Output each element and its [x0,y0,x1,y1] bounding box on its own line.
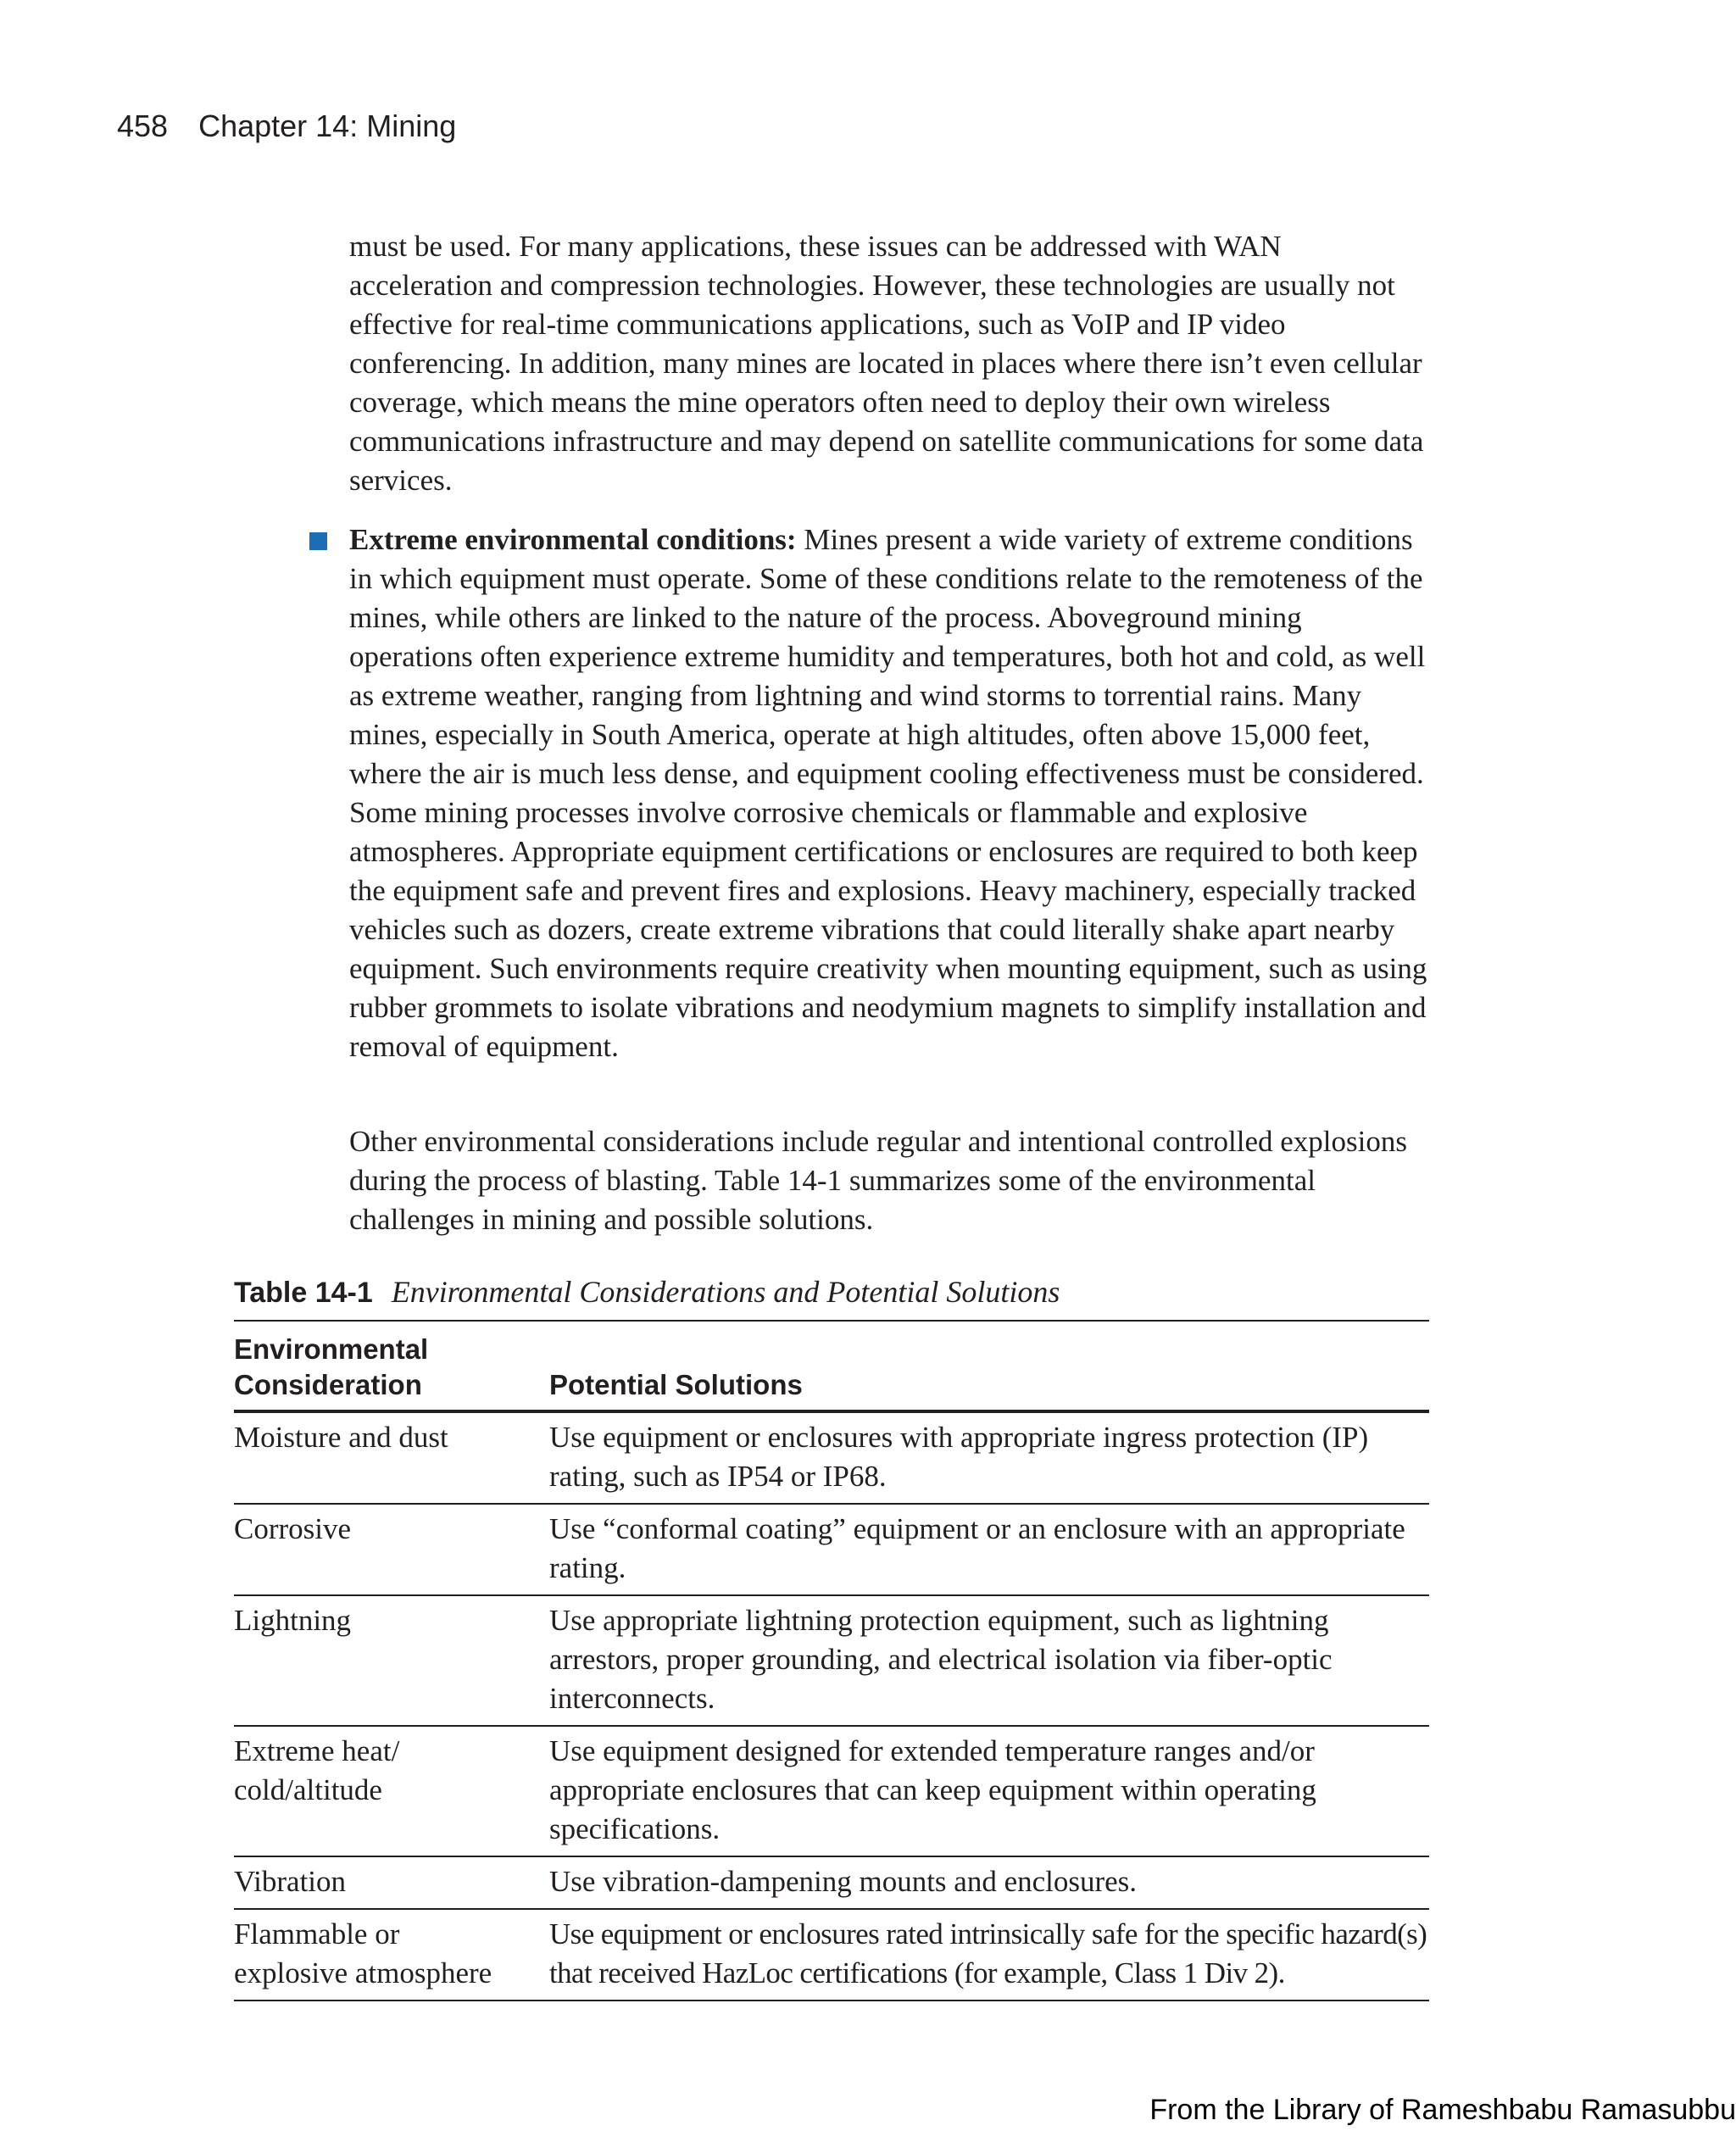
row-solution: Use vibration-dampening mounts and enclosures. [549,1865,1138,1898]
table-title: Environmental Considerations and Potential Solutions [391,1275,1060,1309]
table-caption [234,1274,1429,1310]
table-row [234,1910,1429,2001]
library-watermark: From the Library of Rameshbabu Ramasubbu [1149,2094,1736,2126]
table-row [234,1727,1429,1857]
bullet-item [349,520,1430,1066]
row-consideration: Flammable or explosive atmosphere [234,1917,492,1989]
row-solution: Use equipment or enclosures rated intrinsically safe for the specific hazard(s) that received HazLoc certifications (for example, Class 1 Div 2). [549,1917,1427,1989]
environmental-table [234,1320,1429,2001]
row-solution: Use “conformal coating” equipment or an enclosure with an appropriate rating. [549,1512,1405,1584]
table-row [234,1505,1429,1596]
running-head [117,109,456,144]
row-consideration: Extreme heat/ cold/altitude [234,1734,400,1806]
row-solution: Use equipment or enclosures with appropriate ingress protection (IP) rating, such as IP54 or IP68. [549,1421,1369,1493]
bullet-square-icon [309,532,327,550]
closing-paragraph: Other environmental considerations include regular and intentional controlled explosions during the process of blasting. Table 14-1 summarizes some of the environmental challenges in mining and possible solutions. [349,1125,1407,1236]
row-consideration: Corrosive [234,1512,352,1545]
chapter-title: Chapter 14: Mining [198,109,457,143]
table-row [234,1596,1429,1727]
bullet-lead: Extreme environmental conditions: [349,523,797,556]
table-label: Table 14-1 [234,1277,373,1309]
row-consideration: Lightning [234,1604,352,1637]
row-consideration: Moisture and dust [234,1421,448,1454]
table-row [234,1413,1429,1505]
row-solution: Use equipment designed for extended temperature ranges and/or appropriate enclosures that can keep equipment within operating specifications. [549,1734,1316,1845]
row-solution: Use appropriate lightning protection equipment, such as lightning arrestors, proper grounding, and electrical isolation via fiber-optic interconnects. [549,1604,1333,1715]
header-solutions: Potential Solutions [549,1369,803,1400]
page-number: 458 [117,109,169,143]
continued-paragraph: must be used. For many applications, these issues can be addressed with WAN acceleration and compression technologies. However, these technologies are usually not effective for real-time communications applications, such as VoIP and IP video conferencing. In addition, many mines are located in places where there isn’t even cellular coverage, which means the mine operators often need to deploy their own wireless communications infrastructure and may depend on satellite communications for some data services. [349,230,1424,497]
table-header [234,1322,1429,1413]
bullet-text: Mines present a wide variety of extreme conditions in which equipment must operate. Some of these conditions relate to the remoteness of the mines, while others are linked to the nature of the process. Aboveground mining operations often experience extreme humidity and temperatures, both hot and cold, as well as extreme weather, ranging from lightning and wind storms to torrential rains. Many mines, especially in South America, operate at high altitudes, often above 15,000 feet, where the air is much less dense, and equipment cooling effectiveness must be considered. Some mining processes involve corrosive chemicals or flammable and explosive atmospheres. Appropriate equipment certifications or enclosures are required to both keep the equipment safe and prevent fires and explosions. Heavy machinery, especially tracked vehicles such as dozers, create extreme vibrations that could literally shake apart nearby equipment. Such environments require creativity when mounting equipment, such as using rubber grommets to isolate vibrations and neodymium magnets to simplify installation and removal of equipment. [349,523,1427,1063]
row-consideration: Vibration [234,1865,347,1898]
table-row [234,1857,1429,1910]
header-consideration: Environmental Consideration [234,1333,429,1400]
